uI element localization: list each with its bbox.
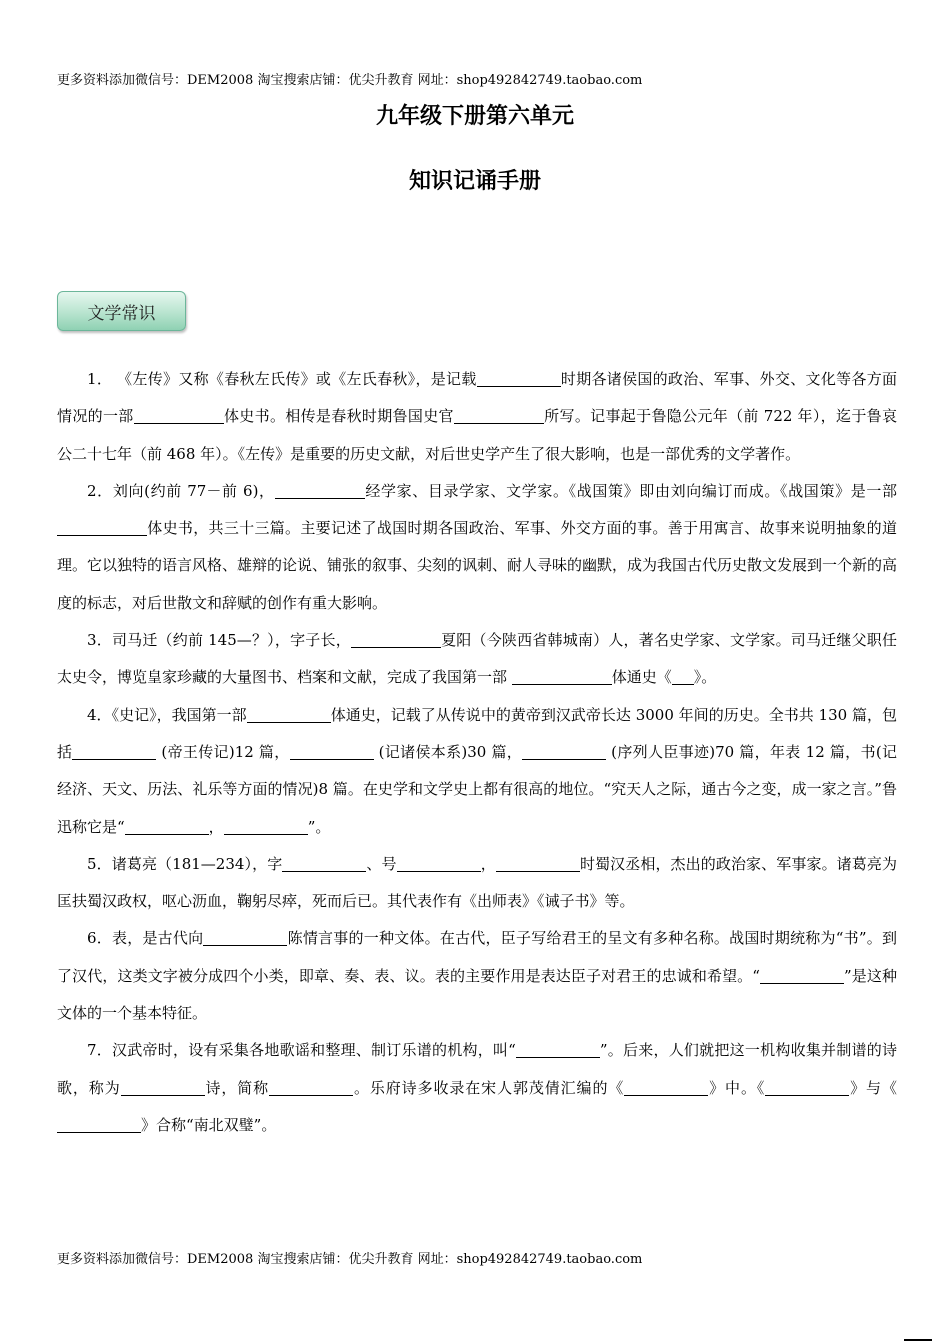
paragraph-1: [57, 361, 897, 473]
paragraph-7: [57, 1032, 897, 1144]
paragraph-text: 时蜀汉丞相，杰出的政治家、军事家。诸葛亮为匡扶蜀汉政权，呕心沥血，鞠躬尽瘁，死而后已。其代表作有《出师表》《诫子书》等。: [57, 854, 897, 911]
page-corner-mark: [904, 1339, 932, 1341]
paragraph-text: 诗，简称: [204, 1078, 270, 1097]
paragraph-text: 所写。记事起于鲁隐公元年（前 722 年），迄于鲁哀公二十七年（前 468 年）。《左传》是重要的历史文献，对后世史学产生了很大影响，也是一部优秀的文学著作。: [57, 407, 897, 463]
paragraph-text: 》中。《: [708, 1078, 766, 1097]
paragraph-text: 5．诸葛亮（181—234），字: [87, 854, 283, 873]
paragraph-text: 经学家、目录学家、文学家。《战国策》即由刘向编订而成。《战国策》是一部: [364, 481, 897, 500]
paragraph-3: [57, 622, 897, 697]
paragraph-text: 》合称“南北双璧”。: [141, 1115, 277, 1134]
paragraph-text: 夏阳（今陕西省韩城南）人，著名史学家、文学家。司马迁继父职任太史令，博览皇家珍藏的大量图书、档案和文献，完成了我国第一部: [57, 631, 897, 687]
paragraph-text: 陈情言事的一种文体。在古代，臣子写给君王的呈文有多种名称。战国时期统称为“书”。到了汉代，这类文字被分成四个小类，即章、奏、表、议。表的主要作用是表达臣子对君王的忠诚和希望。“: [57, 929, 897, 985]
paragraph-5: [57, 846, 897, 921]
paragraph-text: 2．刘向(约前 77－前 6)，: [87, 481, 275, 500]
paragraph-text: 体通史《: [611, 668, 672, 687]
paragraph-text: 》。: [693, 668, 717, 687]
paragraph-text: 时期各诸侯国的政治、军事、外交、文化等各方面情况的一部: [57, 370, 897, 426]
paragraph-text: 、号: [366, 854, 397, 873]
section-badge: 文学常识: [57, 291, 186, 331]
paragraph-text: 体通史，记载了从传说中的黄帝到汉武帝长达 3000 年间的历史。全书共 130 篇，包括: [57, 705, 897, 761]
paragraph-text: ”。后来，人们就把这一机构收集并制谱的诗歌，称为: [57, 1041, 898, 1097]
paragraph-text: 4．《史记》，我国第一部: [87, 705, 247, 724]
fill-blank: [760, 967, 844, 984]
document-title: 九年级下册第六单元: [375, 104, 574, 129]
document-body: [57, 361, 897, 1144]
fill-blank: [269, 1079, 353, 1096]
fill-blank: [351, 631, 441, 648]
paragraph-6: [57, 920, 897, 1032]
fill-blank: [624, 1079, 708, 1096]
paragraph-text: (序列人臣事迹)70 篇，年表 12 篇，书(记经济、天文、历法、礼乐等方面的情况)8 篇。在史学和文学史上都有很高的地位。“究天人之际，通古今之变，成一家之言。”鲁迅称它是“: [57, 742, 897, 836]
page-footer-note: 更多资料添加微信号：DEM2008 淘宝搜索店铺：优尖升教育 网址：shop492842749.taobao.com: [57, 1252, 643, 1267]
fill-blank: [672, 669, 694, 686]
fill-blank: [121, 1079, 205, 1096]
paragraph-text: 》与《: [849, 1078, 897, 1097]
fill-blank: [282, 855, 366, 872]
fill-blank: [765, 1079, 849, 1096]
fill-blank: [516, 1042, 600, 1059]
fill-blank: [496, 855, 580, 872]
paragraph-text: (记诸侯本系)30 篇，: [373, 742, 523, 761]
paragraph-2: [57, 473, 897, 622]
fill-blank: [397, 855, 481, 872]
paragraph-text: 。乐府诗多收录在宋人郭茂倩汇编的《: [353, 1078, 625, 1097]
paragraph-text: 7．汉武帝时，设有采集各地歌谣和整理、制订乐谱的机构，叫“: [87, 1041, 516, 1060]
fill-blank: [134, 408, 224, 425]
fill-blank: [477, 370, 561, 387]
page-header-note: 更多资料添加微信号：DEM2008 淘宝搜索店铺：优尖升教育 网址：shop492842749.taobao.com: [57, 73, 643, 88]
fill-blank: [224, 818, 308, 835]
fill-blank: [247, 706, 331, 723]
fill-blank: [290, 743, 374, 760]
paragraph-text: 体史书。相传是春秋时期鲁国史官: [223, 407, 454, 426]
paragraph-text: (帝王传记)12 篇，: [156, 742, 290, 761]
fill-blank: [512, 669, 612, 686]
fill-blank: [275, 482, 365, 499]
fill-blank: [522, 743, 606, 760]
fill-blank: [454, 408, 544, 425]
paragraph-4: [57, 697, 897, 846]
fill-blank: [57, 519, 147, 536]
paragraph-text: 3．司马迁（约前 145—？），字子长，: [87, 631, 351, 650]
document-subtitle: 知识记诵手册: [408, 169, 541, 194]
paragraph-text: ，: [480, 854, 496, 873]
fill-blank: [57, 1116, 141, 1133]
paragraph-text: 体史书，共三十三篇。主要记述了战国时期各国政治、军事、外交方面的事。善于用寓言、故事来说明抽象的道理。它以独特的语言风格、雄辩的论说、铺张的叙事、尖刻的讽刺、耐人寻味的幽默，成为我国古代历史散文发展到一个新的高度的标志，对后世散文和辞赋的创作有重大影响。: [57, 519, 898, 612]
paragraph-text: ”是这种文体的一个基本特征。: [57, 966, 897, 1023]
paragraph-text: 1． 《左传》又称《春秋左氏传》或《左氏春秋》，是记载: [87, 370, 477, 388]
fill-blank: [72, 743, 156, 760]
paragraph-text: ”。: [307, 817, 331, 836]
paragraph-text: ，: [208, 817, 224, 836]
paragraph-text: 6．表，是古代向: [87, 929, 204, 948]
fill-blank: [203, 930, 287, 947]
fill-blank: [125, 818, 209, 835]
